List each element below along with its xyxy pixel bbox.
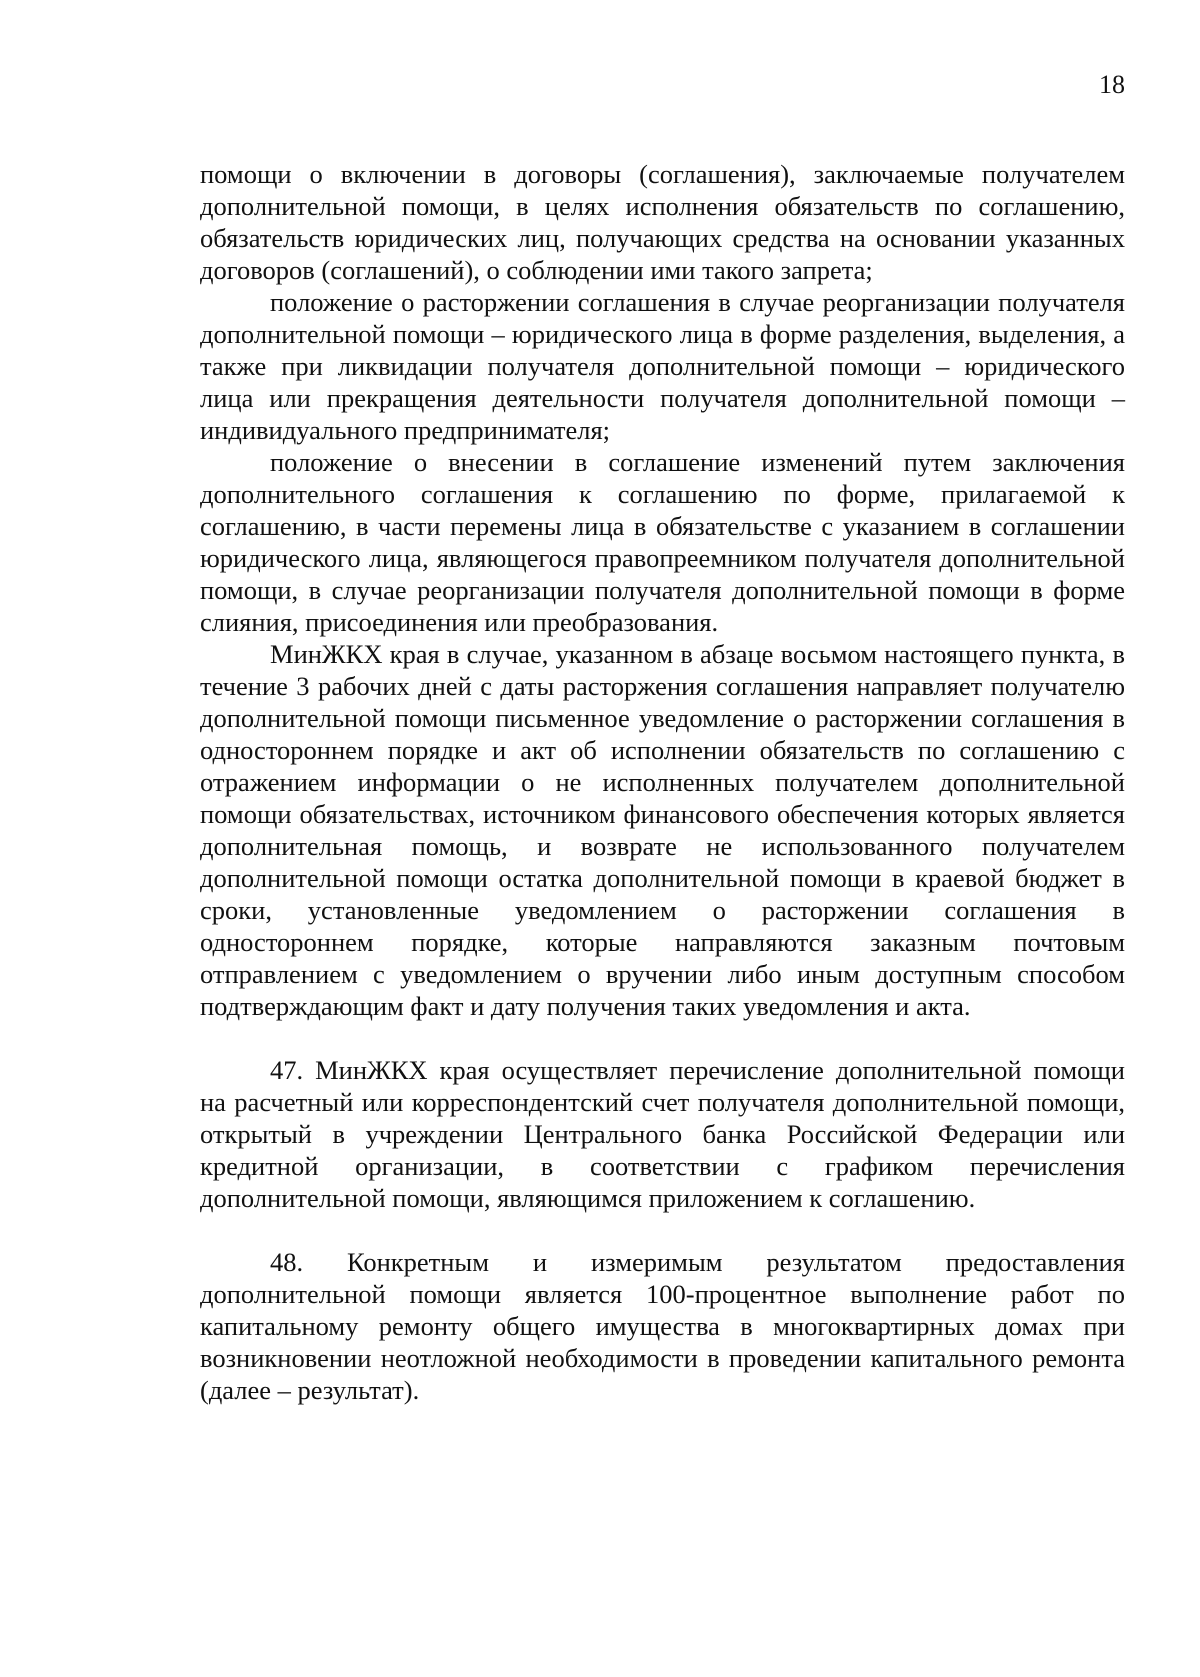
document-body <box>200 158 1125 1406</box>
paragraph-amendment-provision: положение о внесении в соглашение изменений путем заключения дополнительного соглашения к соглашению по форме, прилагаемой к соглашению, в части перемены лица в обязательстве с указанием в соглашении юридического лица, являющегося правопреемником получателя дополнительной помощи, в случае реорганизации получателя дополнительной помощи в форме слияния, присоединения или преобразования. <box>200 447 1125 637</box>
paragraph-continuation: помощи о включении в договоры (соглашения), заключаемые получателем дополнительной помощи, в целях исполнения обязательств по соглашению, обязательств юридических лиц, получающих средства на основании указанных договоров (соглашений), о соблюдении ими такого запрета; <box>200 159 1125 285</box>
paragraph-termination-notice: МинЖКХ края в случае, указанном в абзаце восьмом настоящего пункта, в течение 3 рабочих дней с даты расторжения соглашения направляет получателю дополнительной помощи письменное уведомление о расторжении соглашения в одностороннем порядке и акт об исполнении обязательств по соглашению с отражением информации о не исполненных получателем дополнительной помощи обязательствах, источником финансового обеспечения которых является дополнительная помощь, и возврате не использованного получателем дополнительной помощи остатка дополнительной помощи в краевой бюджет в сроки, установленные уведомлением о расторжении соглашения в одностороннем порядке, которые направляются заказным почтовым отправлением с уведомлением о вручении либо иным доступным способом подтверждающим факт и дату получения таких уведомления и акта. <box>200 639 1125 1021</box>
paragraph-47: 47. МинЖКХ края осуществляет перечисление дополнительной помощи на расчетный или корреспондентский счет получателя дополнительной помощи, открытый в учреждении Центрального банка Российской Федерации или кредитной организации, в соответствии с графиком перечисления дополнительной помощи, являющимся приложением к соглашению. <box>200 1055 1125 1213</box>
paragraph-termination-provision: положение о расторжении соглашения в случае реорганизации получателя дополнительной помощи – юридического лица в форме разделения, выделения, а также при ликвидации получателя дополнительной помощи – юридического лица или прекращения деятельности получателя дополнительной помощи – индивидуального предпринимателя; <box>200 287 1125 445</box>
paragraph-48: 48. Конкретным и измеримым результатом предоставления дополнительной помощи является 100-процентное выполнение работ по капитальному ремонту общего имущества в многоквартирных домах при возникновении неотложной необходимости в проведении капитального ремонта (далее – результат). <box>200 1247 1125 1405</box>
page-number: 18 <box>1099 70 1125 99</box>
